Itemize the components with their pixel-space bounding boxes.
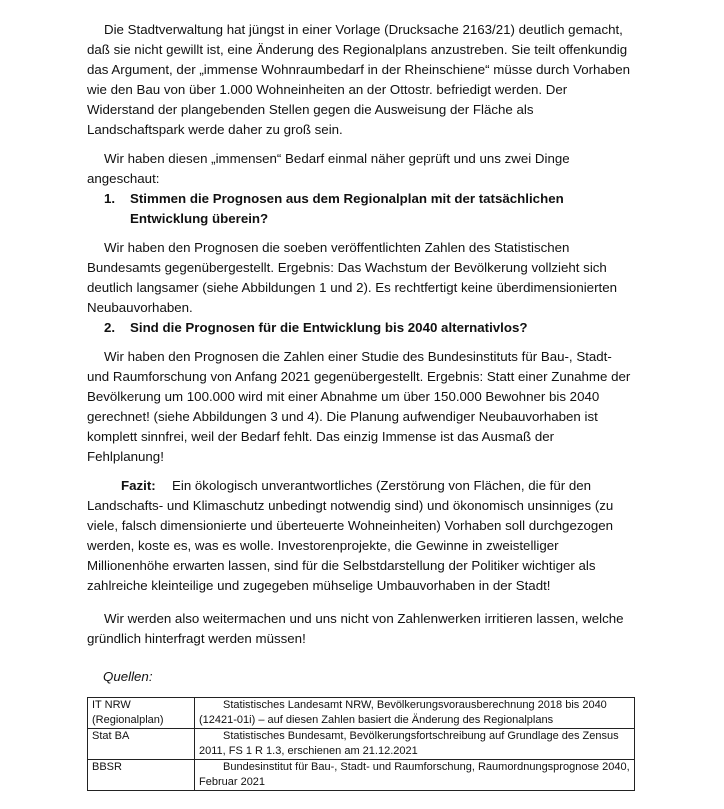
source-value: Statistisches Bundesamt, Bevölkerungsfortschreibung auf Grundlage des Zensus 2011, FS 1 R 1.3, erschienen am 21.12.2021 [195, 729, 635, 760]
paragraph-section-1: Wir haben den Prognosen die soeben veröffentlichten Zahlen des Statistischen Bundesamts gegenübergestellt. Ergebnis: Das Wachstum der Bevölkerung vollzieht sich deutlich langsamer (siehe Abbildungen 1 und 2). Es rechtfertigt keine überdimensionierten Neubauvorhaben. [87, 240, 617, 315]
paragraph-intro: Die Stadtverwaltung hat jüngst in einer Vorlage (Drucksache 2163/21) deutlich gemacht, daß sie nicht gewillt ist, eine Änderung des Regionalplans anzustreben. Sie teilt offenkundig das Argument, der „immense Wohnraumbedarf in der Rheinschiene“ müsse durch Vorhaben wie den Bau von über 1.000 Wohneinheiten an der Ottostr. befriedigt werden. Der Widerstand der plangebenden Stellen gegen die Ausweisung der Fläche als Landschaftspark werde daher zu groß sein. [87, 22, 630, 137]
sources-table [87, 697, 635, 791]
table-row [88, 698, 635, 729]
paragraph-section-2: Wir haben den Prognosen die Zahlen einer Studie des Bundesinstituts für Bau-, Stadt- und Raumforschung von Anfang 2021 gegenübergestellt. Ergebnis: Statt einer Zunahme der Bevölkerung um 100.000 wird mit einer Abnahme um über 150.000 Bewohner bis 2040 gerechnet! (siehe Abbildungen 3 und 4). Die Planung aufwendiger Neubauvorhaben ist komplett sinnfrei, weil der Bedarf fehlt. Das einzig Immense ist das Ausmaß der Fehlplanung! [87, 349, 631, 464]
heading-number: 1. [104, 191, 116, 206]
section-heading-2 [87, 318, 632, 338]
fazit-label: Fazit: [121, 478, 156, 493]
source-value: Statistisches Landesamt NRW, Bevölkerungsvorausberechnung 2018 bis 2040 (12421-01i) – auf diesen Zahlen basiert die Änderung des Regionalplans [195, 698, 635, 729]
table-row [88, 760, 635, 791]
heading-text: Sind die Prognosen für die Entwicklung bis 2040 alternativlos? [130, 320, 528, 335]
sources-title: Quellen: [103, 669, 153, 684]
document-body [87, 20, 632, 649]
paragraph-closing: Wir werden also weitermachen und uns nicht von Zahlenwerken irritieren lassen, welche gründlich hinterfragt werden müssen! [87, 611, 624, 646]
fazit-block [87, 476, 632, 596]
source-key: BBSR [88, 760, 195, 791]
source-key: IT NRW (Regionalplan) [88, 698, 195, 729]
paragraph-bedarf: Wir haben diesen „immensen“ Bedarf einmal näher geprüft und uns zwei Dinge angeschaut: [87, 151, 570, 186]
source-key: Stat BA [88, 729, 195, 760]
heading-number: 2. [104, 320, 116, 335]
heading-text: Stimmen die Prognosen aus dem Regionalplan mit der tatsächlichen Entwicklung überein? [130, 191, 564, 226]
section-heading-1 [87, 189, 632, 229]
source-value: Bundesinstitut für Bau-, Stadt- und Raumforschung, Raumordnungsprognose 2040, Februar 2021 [195, 760, 635, 791]
table-row [88, 729, 635, 760]
fazit-text: Ein ökologisch unverantwortliches (Zerstörung von Flächen, die für den Landschafts- und Klimaschutz unbedingt notwendig sind) und ökonomisch unsinniges (zu viele, falsch dimensionierte und überteuerte Wohneinheiten) Vorhaben soll durchgezogen werden, koste es, was es wolle. Investorenprojekte, die Gewinne in zweistelliger Millionenhöhe erwarten lassen, sind für die Selbstdarstellung der Politiker wichtiger als zahlreiche kleinteilige und zugegeben mühselige Umbauvorhaben in der Stadt! [87, 478, 614, 593]
